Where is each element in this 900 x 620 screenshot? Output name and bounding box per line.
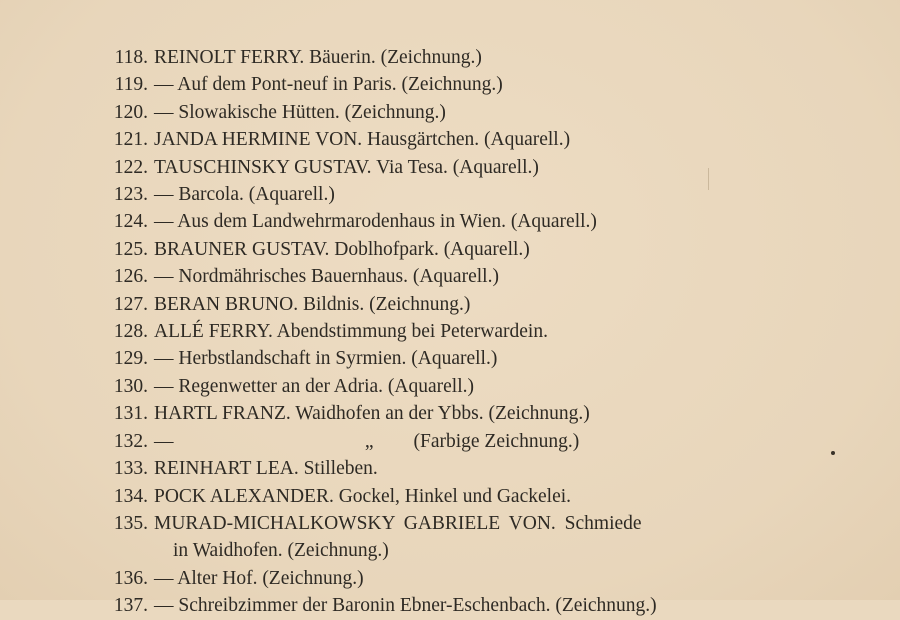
catalog-entry: [96, 44, 657, 71]
catalog-entry: [96, 455, 657, 482]
paper-mark: [708, 168, 709, 190]
entry-text: REINHART LEA. Stilleben.: [154, 458, 378, 480]
entry-number: 130.: [113, 375, 148, 397]
entry-text: — Schreibzimmer der Baronin Ebner-Eschenbach. (Zeichnung.): [154, 595, 657, 617]
ditto-mark: „: [364, 430, 374, 452]
entry-dash: —: [154, 430, 174, 452]
entry-number: 125.: [113, 238, 148, 260]
catalog-list: [96, 44, 657, 620]
entry-number: 136.: [113, 567, 148, 589]
entry-number: 119.: [114, 74, 148, 96]
catalog-entry: [96, 154, 657, 181]
entry-number: 131.: [113, 403, 148, 425]
catalog-entry: [96, 181, 657, 208]
catalog-entry: [96, 345, 657, 372]
entry-number: 129.: [113, 348, 148, 370]
entry-text: JANDA HERMINE VON. Hausgärtchen. (Aquarell.): [154, 129, 571, 151]
entry-text: — Regenwetter an der Adria. (Aquarell.): [154, 375, 474, 397]
entry-number: 122.: [113, 156, 148, 178]
catalog-entry: [96, 263, 657, 290]
catalog-entry: [96, 483, 657, 510]
entry-text: — Alter Hof. (Zeichnung.): [154, 567, 364, 589]
catalog-entry: [96, 510, 657, 537]
entry-number: 127.: [113, 293, 148, 315]
entry-text: — Nordmährisches Bauernhaus. (Aquarell.): [154, 266, 499, 288]
entry-text: — Aus dem Landwehrmarodenhaus in Wien. (Aquarell.): [154, 211, 597, 233]
entry-text: TAUSCHINSKY GUSTAV. Via Tesa. (Aquarell.): [154, 156, 539, 178]
entry-number: 123.: [113, 184, 148, 206]
entry-number: 128.: [113, 321, 148, 343]
entry-number: 120.: [113, 101, 148, 123]
catalog-entry: [96, 373, 657, 400]
entry-text: — Slowakische Hütten. (Zeichnung.): [154, 101, 446, 123]
catalog-entry: [96, 236, 657, 263]
entry-number: 118.: [114, 47, 148, 68]
entry-number: 126.: [113, 266, 148, 288]
entry-text: POCK ALEXANDER. Gockel, Hinkel und Gackelei.: [154, 485, 572, 507]
entry-text: ALLÉ FERRY. Abendstimmung bei Peterwardein.: [154, 321, 548, 343]
entry-number: 124.: [113, 211, 148, 233]
entry-number: 121.: [113, 129, 148, 151]
catalog-entry: [96, 291, 657, 318]
entry-number: 137.: [113, 595, 148, 617]
entry-continuation: in Waidhofen. (Zeichnung.): [173, 540, 389, 562]
catalog-entry: [96, 592, 657, 619]
catalog-entry: [96, 318, 657, 345]
ink-speck: [831, 451, 835, 455]
entry-text: — Barcola. (Aquarell.): [154, 184, 335, 206]
entry-text: MURAD-MICHALKOWSKY GABRIELE VON. Schmiede: [154, 512, 642, 534]
catalog-entry: [96, 400, 657, 427]
entry-text: REINOLT FERRY. Bäuerin. (Zeichnung.): [154, 47, 482, 68]
entry-number: 135.: [113, 512, 148, 534]
entry-number: 134.: [113, 485, 148, 507]
catalog-entry: [96, 208, 657, 235]
catalog-entry: [96, 428, 657, 455]
entry-text: — Herbstlandschaft in Syrmien. (Aquarell.): [154, 348, 498, 370]
catalog-entry: [96, 565, 657, 592]
entry-text: (Farbige Zeichnung.): [413, 430, 580, 452]
entry-text: BERAN BRUNO. Bildnis. (Zeichnung.): [154, 293, 471, 315]
entry-number: 132.: [113, 430, 148, 452]
catalog-entry: [96, 126, 657, 153]
entry-text: HARTL FRANZ. Waidhofen an der Ybbs. (Zeichnung.): [154, 403, 590, 425]
entry-text: — Auf dem Pont-neuf in Paris. (Zeichnung.): [154, 74, 503, 96]
catalog-entry: [96, 71, 657, 98]
catalog-entry: [96, 99, 657, 126]
entry-number: 133.: [113, 458, 148, 480]
entry-text: BRAUNER GUSTAV. Doblhofpark. (Aquarell.): [154, 238, 530, 260]
